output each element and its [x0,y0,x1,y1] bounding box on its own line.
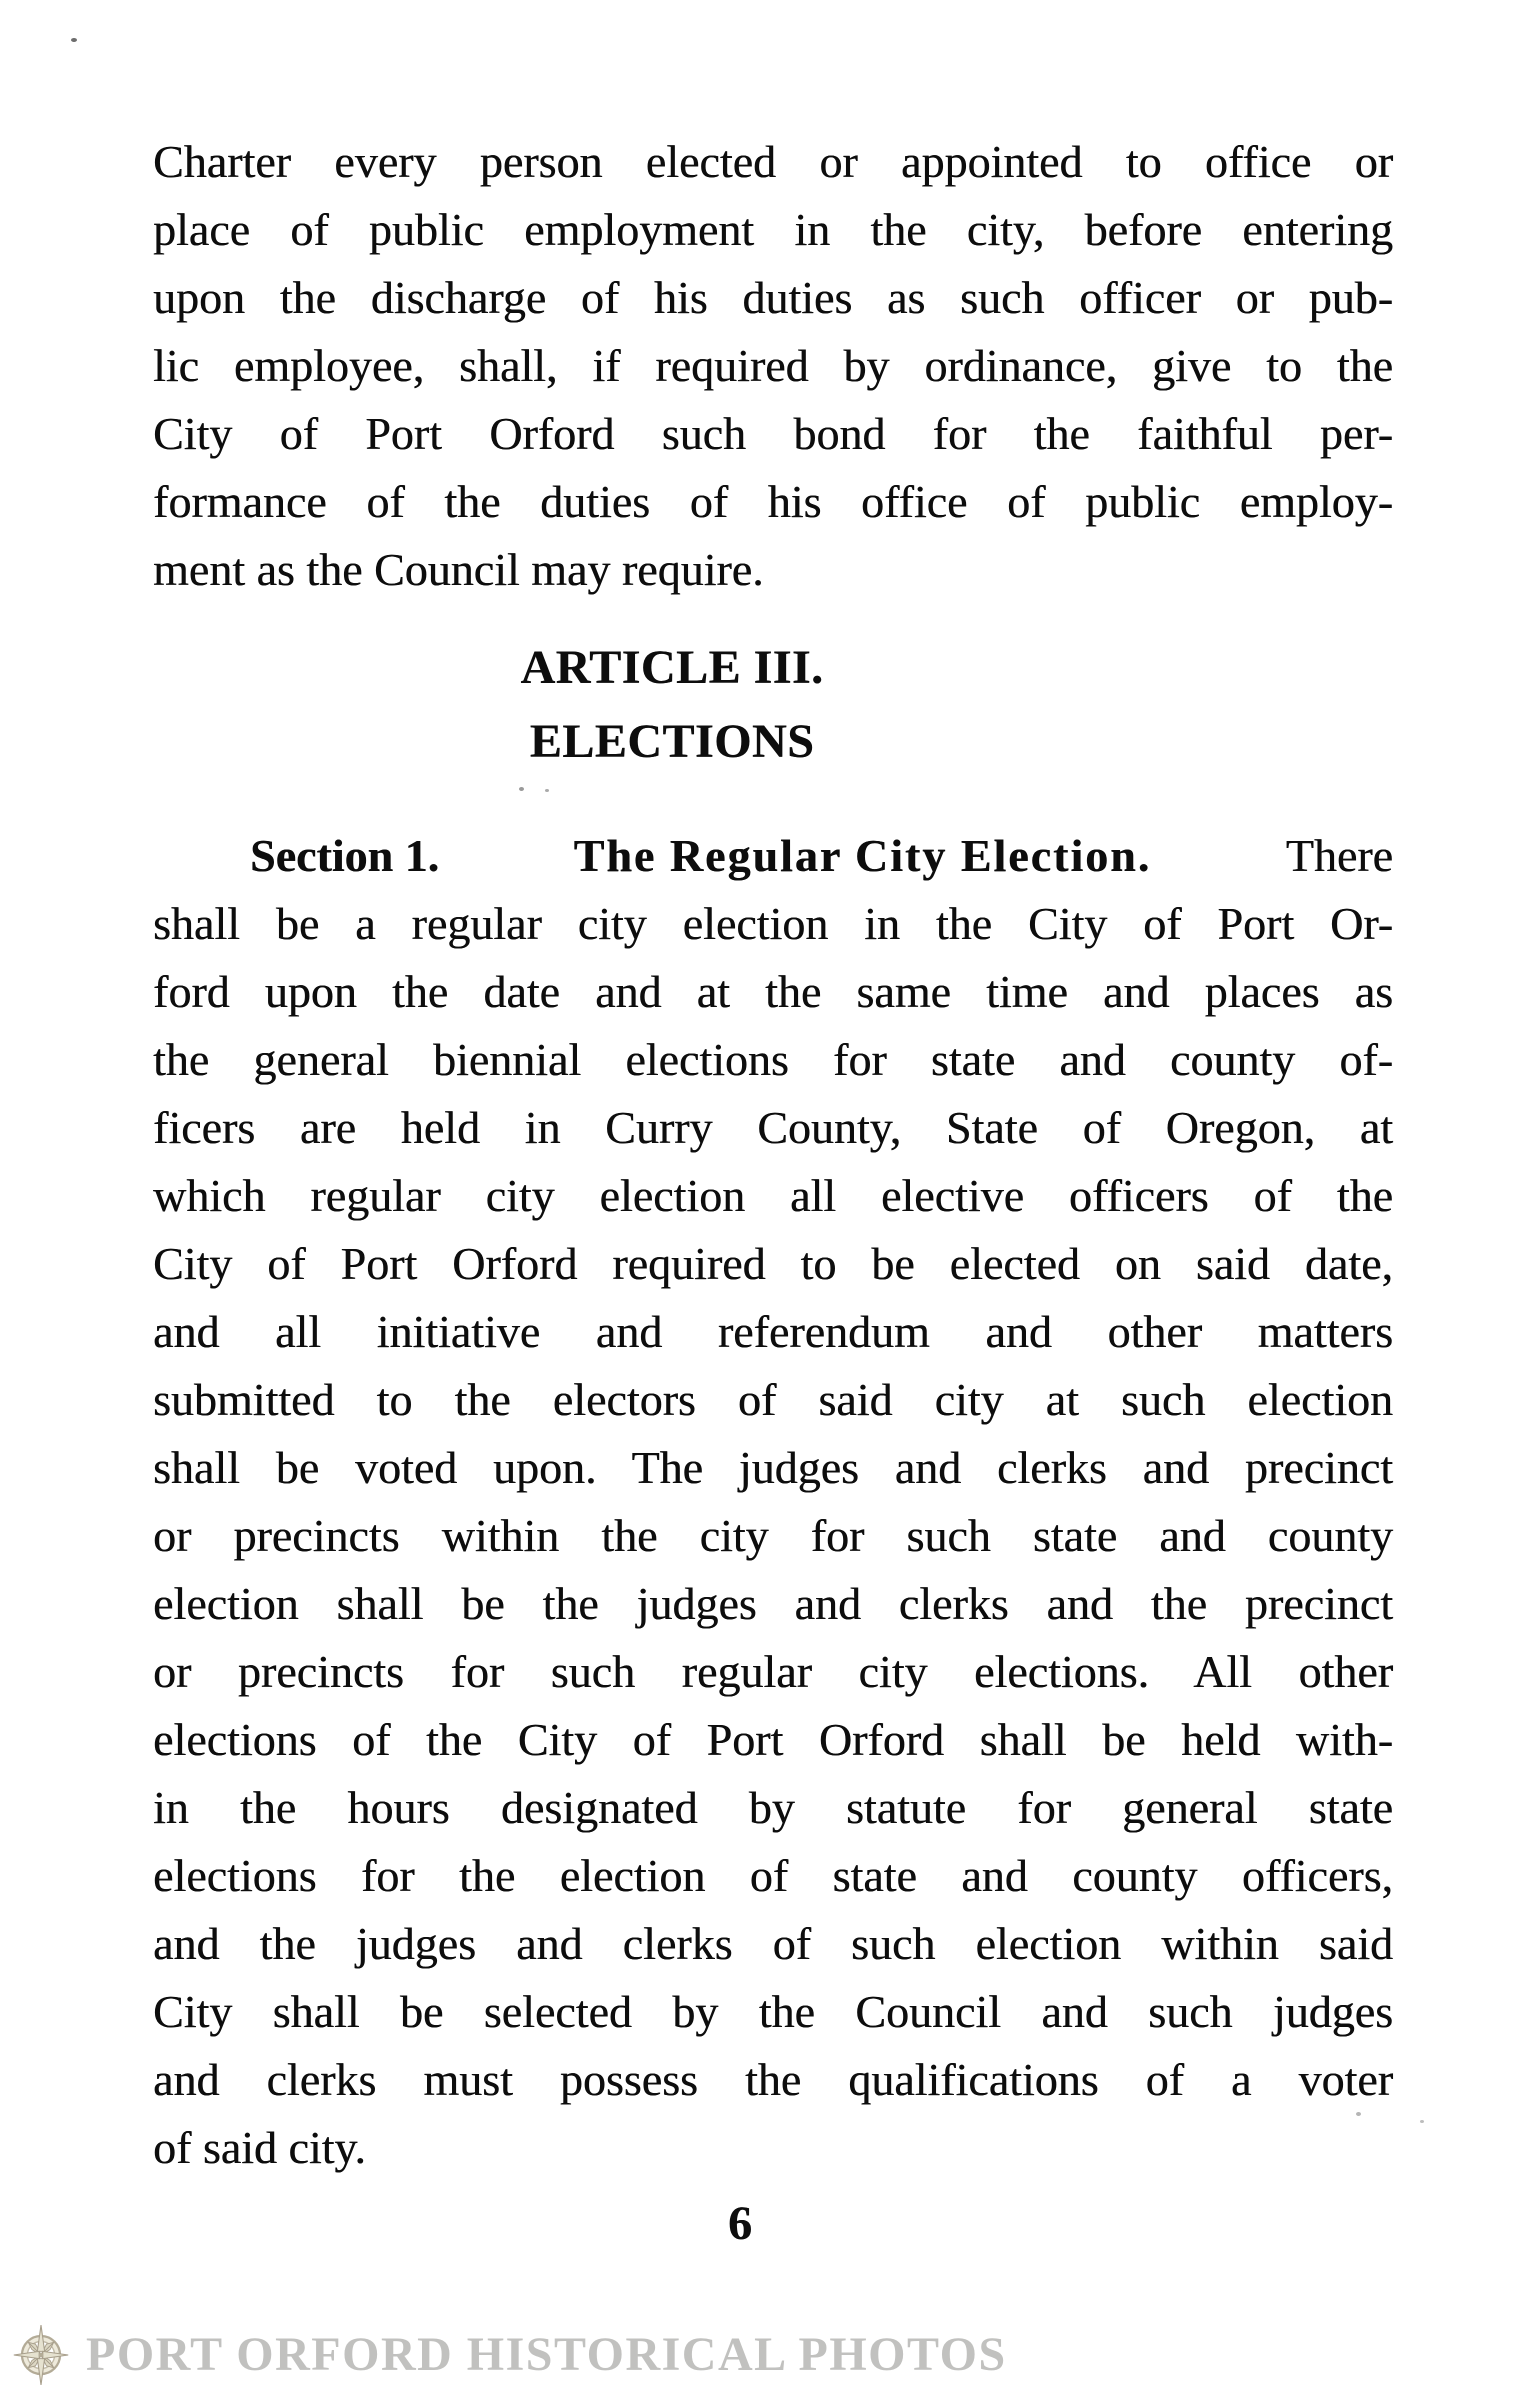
text-line: lic employee, shall, if required by ordinance, give to the [153,340,1393,391]
text-line: ford upon the date and at the same time and places as [153,966,1393,1017]
text-line: elections for the election of state and county officers, [153,1850,1393,1901]
text-line: elections of the City of Port Orford shall be held with- [153,1714,1393,1765]
section-number: Section 1. [250,830,440,881]
paragraph-bond-requirement [153,128,1393,604]
watermark [12,2324,1007,2386]
article-subheading: ELECTIONS [529,715,815,768]
text-line: and all initiative and referendum and other matters [153,1306,1393,1357]
text-line: which regular city election all elective officers of the [153,1170,1393,1221]
scan-artifact [71,38,77,42]
page-number-value: 6 [728,2197,752,2250]
watermark-text: PORT ORFORD HISTORICAL PHOTOS [86,2328,1007,2381]
text-line: of said city. [153,2122,366,2173]
text-line: upon the discharge of his duties as such officer or pub- [153,272,1393,323]
text-line: shall be voted upon. The judges and clerks and precinct [153,1442,1393,1493]
text-line: or precincts for such regular city elections. All other [153,1646,1393,1697]
text-line: election shall be the judges and clerks and the precinct [153,1578,1393,1629]
text-line: City of Port Orford required to be elected on said date, [153,1238,1393,1289]
text-line: City of Port Orford such bond for the faithful per- [153,408,1393,459]
text-line: ment as the Council may require. [153,544,764,595]
text-line: City shall be selected by the Council and such judges [153,1986,1393,2037]
text-line: place of public employment in the city, before entering [153,204,1393,255]
text-line: and the judges and clerks of such election within said [153,1918,1393,1969]
text-line: or precincts within the city for such state and county [153,1510,1393,1561]
text-line: Charter every person elected or appointed to office or [153,136,1393,187]
text-line: in the hours designated by statute for general state [153,1782,1393,1833]
charter-text-column [153,128,1393,2250]
text-line: shall be a regular city election in the City of Port Or- [153,898,1393,949]
section-heading-line [153,822,1393,890]
text-line: the general biennial elections for state and county of- [153,1034,1393,1085]
scan-artifact [1420,2120,1424,2123]
text-line: and clerks must possess the qualifications of a voter [153,2054,1393,2105]
text-line: submitted to the electors of said city at such election [153,1374,1393,1425]
section-title: The Regular City Election. [573,830,1152,881]
paragraph-section-1 [153,822,1393,2182]
compass-rose-icon [12,2324,70,2386]
article-heading: ARTICLE III. [520,641,824,694]
page-number [120,2198,1360,2250]
text-line: ficers are held in Curry County, State of Oregon, at [153,1102,1393,1153]
section-lead-word: There [1285,830,1393,881]
text-line: formance of the duties of his office of public employ- [153,476,1393,527]
